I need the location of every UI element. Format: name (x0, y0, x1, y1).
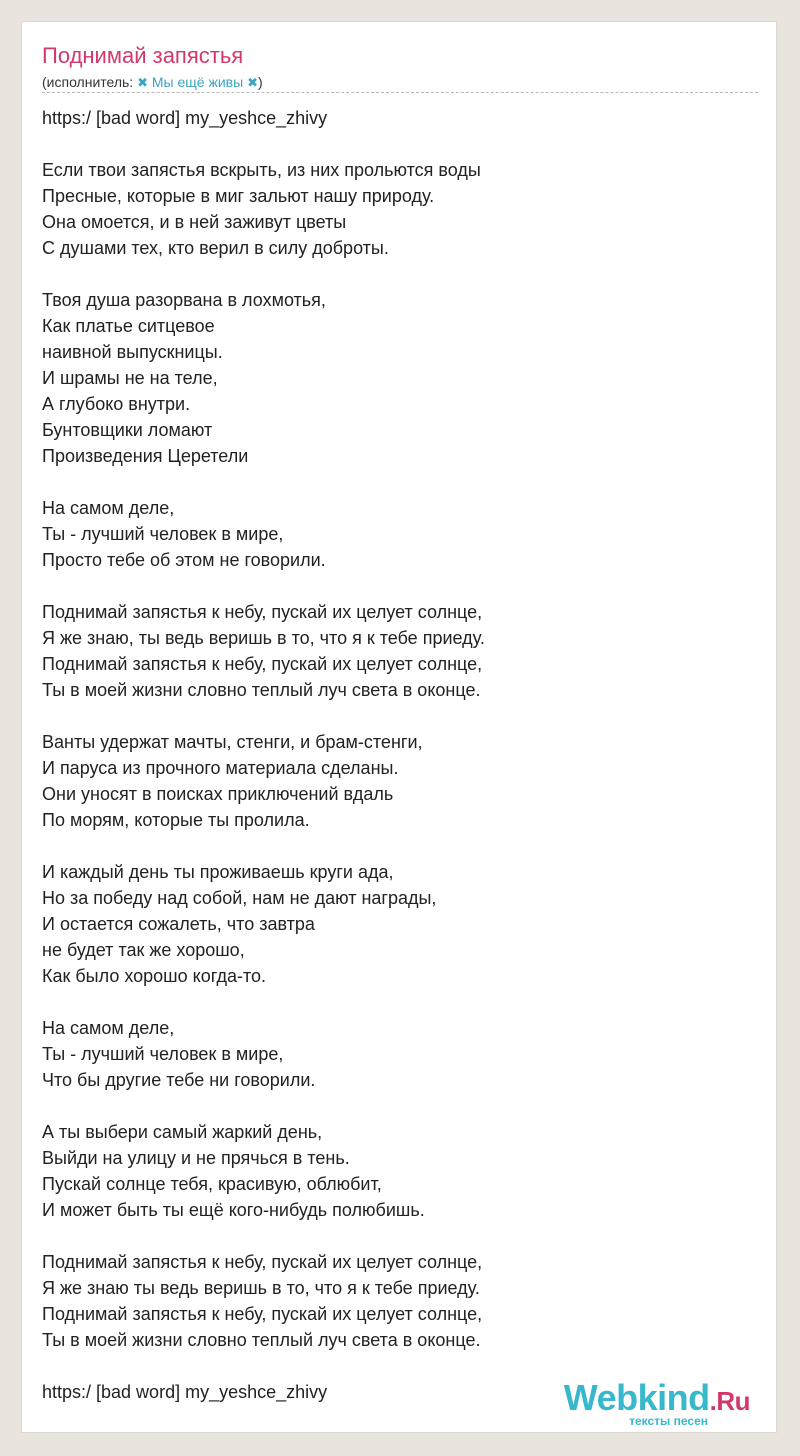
lyric-line: На самом деле, (42, 498, 175, 518)
lyric-line: Твоя душа разорвана в лохмотья, (42, 290, 326, 310)
lyric-line: И может быть ты ещё кого-нибудь полюбишь. (42, 1200, 425, 1220)
lyric-line: Я же знаю, ты ведь веришь в то, что я к тебе приеду. (42, 628, 485, 648)
artist-name: Мы ещё живы (151, 74, 244, 90)
lyrics-text (42, 105, 758, 1405)
song-title: Поднимай запястья (42, 43, 244, 68)
lyric-line: Пускай солнце тебя, красивую, облюбит, (42, 1174, 382, 1194)
logo-tagline: тексты песен (629, 1414, 708, 1428)
lyric-line: Пресные, которые в миг зальют нашу природу. (42, 186, 435, 206)
x-icon: ✖ (137, 75, 148, 90)
stanza-gap (42, 131, 758, 157)
lyric-line: Поднимай запястья к небу, пускай их целует солнце, (42, 1252, 483, 1272)
lyric-line: И остается сожалеть, что завтра (42, 914, 315, 934)
artist-link[interactable] (137, 74, 258, 90)
lyric-line: С душами тех, кто верил в силу доброты. (42, 238, 389, 258)
lyric-line: И каждый день ты проживаешь круги ада, (42, 862, 394, 882)
lyric-line: Как было хорошо когда-то. (42, 966, 267, 986)
lyric-line: Поднимай запястья к небу, пускай их целует солнце, (42, 1304, 483, 1324)
artist-prefix: (исполнитель: (42, 74, 138, 90)
lyric-line: Я же знаю ты ведь веришь в то, что я к тебе приеду. (42, 1278, 480, 1298)
lyric-line: А ты выбери самый жаркий день, (42, 1122, 323, 1142)
lyric-line: По морям, которые ты пролила. (42, 810, 310, 830)
lyric-line: не будет так же хорошо, (42, 940, 245, 960)
lyric-line: Ты - лучший человек в мире, (42, 1044, 284, 1064)
lyric-line: А глубоко внутри. (42, 394, 191, 414)
artist-line (42, 72, 263, 93)
stanza-gap (42, 989, 758, 1015)
lyric-line: Поднимай запястья к небу, пускай их целует солнце, (42, 654, 483, 674)
lyric-line: наивной выпускницы. (42, 342, 223, 362)
lyric-line: Они уносят в поисках приключений вдаль (42, 784, 394, 804)
lyric-line: И паруса из прочного материала сделаны. (42, 758, 399, 778)
lyric-line: И шрамы не на теле, (42, 368, 218, 388)
stanza-gap (42, 833, 758, 859)
stanza-gap (42, 469, 758, 495)
stanza-gap (42, 573, 758, 599)
lyric-line: Ты в моей жизни словно теплый луч света в оконце. (42, 680, 481, 700)
dashed-divider (42, 92, 758, 93)
lyric-line: https:/ [bad word] my_yeshce_zhivy (42, 108, 328, 128)
lyric-line: Поднимай запястья к небу, пускай их целует солнце, (42, 602, 483, 622)
lyric-line: Просто тебе об этом не говорили. (42, 550, 326, 570)
x-icon: ✖ (247, 75, 258, 90)
stanza-gap (42, 261, 758, 287)
lyric-line: На самом деле, (42, 1018, 175, 1038)
lyric-line: Что бы другие тебе ни говорили. (42, 1070, 316, 1090)
lyrics-card (22, 22, 776, 1432)
lyric-line: Как платье ситцевое (42, 316, 215, 336)
site-logo[interactable] (550, 1378, 750, 1426)
logo-wordmark: Webkind.Ru (563, 1377, 750, 1418)
stanza-gap (42, 1223, 758, 1249)
lyric-line: Но за победу над собой, нам не дают награды, (42, 888, 437, 908)
lyric-line: Ты в моей жизни словно теплый луч света в оконце. (42, 1330, 481, 1350)
stanza-gap (42, 1093, 758, 1119)
lyric-line: Ванты удержат мачты, стенги, и брам-стенги, (42, 732, 423, 752)
lyric-line: https:/ [bad word] my_yeshce_zhivy (42, 1382, 328, 1402)
lyric-line: Выйди на улицу и не прячься в тень. (42, 1148, 350, 1168)
lyric-line: Ты - лучший человек в мире, (42, 524, 284, 544)
lyric-line: Произведения Церетели (42, 446, 249, 466)
lyric-line: Она омоется, и в ней заживут цветы (42, 212, 347, 232)
stanza-gap (42, 703, 758, 729)
lyric-line: Если твои запястья вскрыть, из них прольются воды (42, 160, 481, 180)
stanza-gap (42, 1353, 758, 1379)
artist-suffix: ) (257, 74, 263, 90)
lyric-line: Бунтовщики ломают (42, 420, 213, 440)
